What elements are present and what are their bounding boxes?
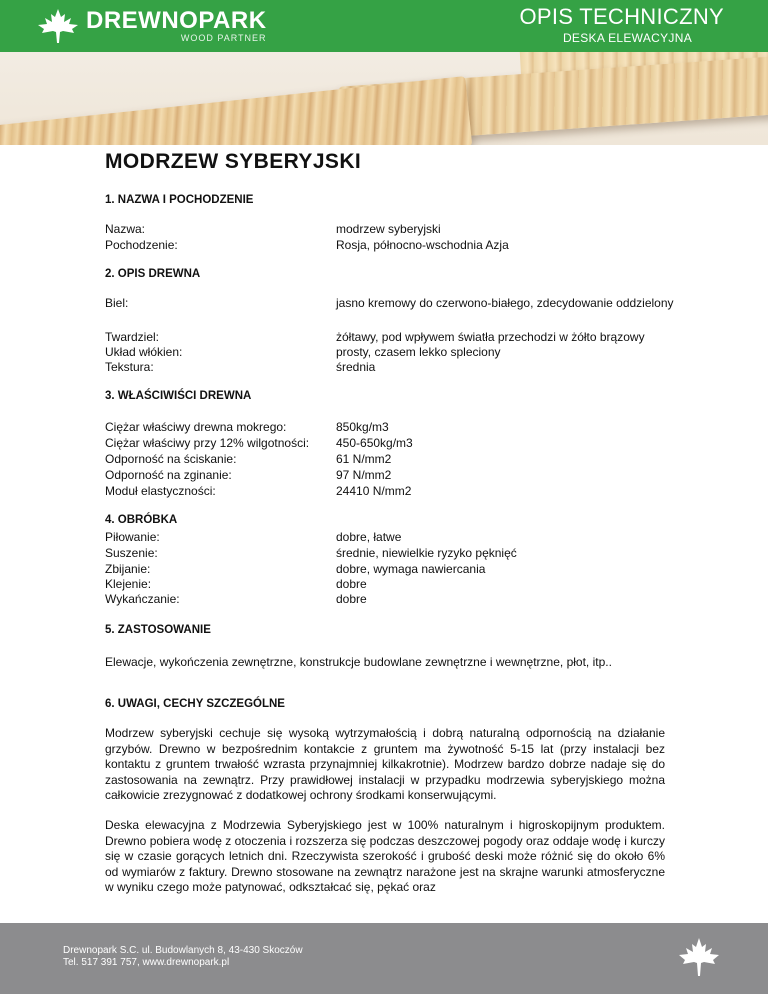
spec-label: Ciężar właściwy przy 12% wilgotności:	[105, 436, 310, 450]
brand-tagline: WOOD PARTNER	[180, 33, 267, 43]
maple-leaf-icon	[677, 937, 721, 977]
spec-value: średnia	[336, 360, 376, 374]
plank-image-1	[0, 76, 472, 145]
maple-leaf-icon	[36, 8, 80, 44]
spec-value: dobre	[336, 592, 367, 606]
spec-value: jasno kremowy do czerwono-białego, zdecydowanie oddzielony	[336, 296, 674, 310]
spec-value: prosty, czasem lekko spleciony	[336, 345, 501, 359]
footer-bar	[0, 923, 768, 994]
spec-value: 97 N/mm2	[336, 468, 392, 482]
spec-label: Nazwa:	[105, 222, 146, 236]
wood-planks-banner	[0, 52, 768, 145]
spec-value: Rosja, północno-wschodnia Azja	[336, 238, 509, 252]
header-bar	[0, 0, 768, 52]
section-heading-6: 6. UWAGI, CECHY SZCZEGÓLNE	[105, 698, 285, 710]
spec-label: Ciężar właściwy drewna mokrego:	[105, 420, 287, 434]
spec-label: Biel:	[105, 296, 129, 310]
spec-value: żółtawy, pod wpływem światła przechodzi w żółto brązowy	[336, 330, 645, 344]
spec-label: Klejenie:	[105, 577, 152, 591]
spec-label: Tekstura:	[105, 360, 154, 374]
section-heading-4: 4. OBRÓBKA	[105, 514, 178, 526]
spec-label: Pochodzenie:	[105, 238, 178, 252]
spec-value: dobre, wymaga nawiercania	[336, 562, 486, 576]
contact-line: Tel. 517 391 757, www.drewnopark.pl	[63, 957, 230, 968]
brand-name: DREWNOPARK	[86, 7, 267, 34]
section-heading-1: 1. NAZWA I POCHODZENIE	[105, 194, 254, 206]
logo[interactable]	[36, 8, 267, 44]
page-title: MODRZEW SYBERYJSKI	[105, 150, 362, 173]
spec-label: Piłowanie:	[105, 530, 160, 544]
application-text: Elewacje, wykończenia zewnętrzne, konstrukcje budowlane zewnętrzne i wewnętrzne, płot, itp..	[105, 655, 612, 669]
spec-value: dobre	[336, 577, 367, 591]
spec-label: Moduł elastyczności:	[105, 484, 216, 498]
section-heading-2: 2. OPIS DREWNA	[105, 268, 201, 280]
notes-paragraph-2: Deska elewacyjna z Modrzewia Syberyjskiego jest w 100% naturalnym i higroskopijnym produktem. Drewno pobiera wodę z otoczenia i rozszerza się podczas deszczowej pogody oraz oddaje wodę i kurczy się w czasie gorących letnich dni. Rzeczywista szerokość i grubość deski może różnić się do około 6% od wymiarów z faktury. Drewno stosowane na zewnątrz narażone jest na skrajne warunki atmosferyczne w wyniku czego może patynować, odkształcać się, pękać oraz	[105, 818, 665, 894]
spec-value: 24410 N/mm2	[336, 484, 412, 498]
spec-value: modrzew syberyjski	[336, 222, 441, 236]
document-type-subtitle: DESKA ELEWACYJNA	[562, 31, 692, 45]
spec-value: 61 N/mm2	[336, 452, 392, 466]
spec-label: Suszenie:	[105, 546, 158, 560]
address-line: Drewnopark S.C. ul. Budowlanych 8, 43-430 Skoczów	[63, 945, 303, 956]
section-heading-5: 5. ZASTOSOWANIE	[105, 624, 211, 636]
spec-label: Odporność na zginanie:	[105, 468, 232, 482]
spec-value: dobre, łatwe	[336, 530, 402, 544]
section-heading-3: 3. WŁAŚCIWIŚCI DREWNA	[105, 390, 252, 402]
spec-value: 850kg/m3	[336, 420, 389, 434]
spec-value: 450-650kg/m3	[336, 436, 413, 450]
company-address	[63, 945, 303, 969]
spec-label: Odporność na ściskanie:	[105, 452, 237, 466]
spec-label: Układ włókien:	[105, 345, 183, 359]
spec-label: Wykańczanie:	[105, 592, 180, 606]
document-type-title: OPIS TECHNICZNY	[519, 4, 724, 29]
notes-paragraph-1: Modrzew syberyjski cechuje się wysoką wytrzymałością i dobrą naturalną odpornością na działanie grzybów. Drewno w bezpośrednim kontakcie z gruntem ma żywotność 5-15 lat (przy instalacji bez kontaktu z gruntem trwałość wzrasta przynajmniej kilkakrotnie). Modrzew bardzo dobrze nadaje się do zastosowania na zewnątrz. Przy prawidłowej instalacji w przypadku modrzewia syberyjskiego można całkowicie zrezygnować z dodatkowej ochrony środkami konserwującymi.	[105, 726, 665, 802]
spec-value: średnie, niewielkie ryzyko pęknięć	[336, 546, 517, 560]
spec-label: Twardziel:	[105, 330, 160, 344]
spec-label: Zbijanie:	[105, 562, 151, 576]
